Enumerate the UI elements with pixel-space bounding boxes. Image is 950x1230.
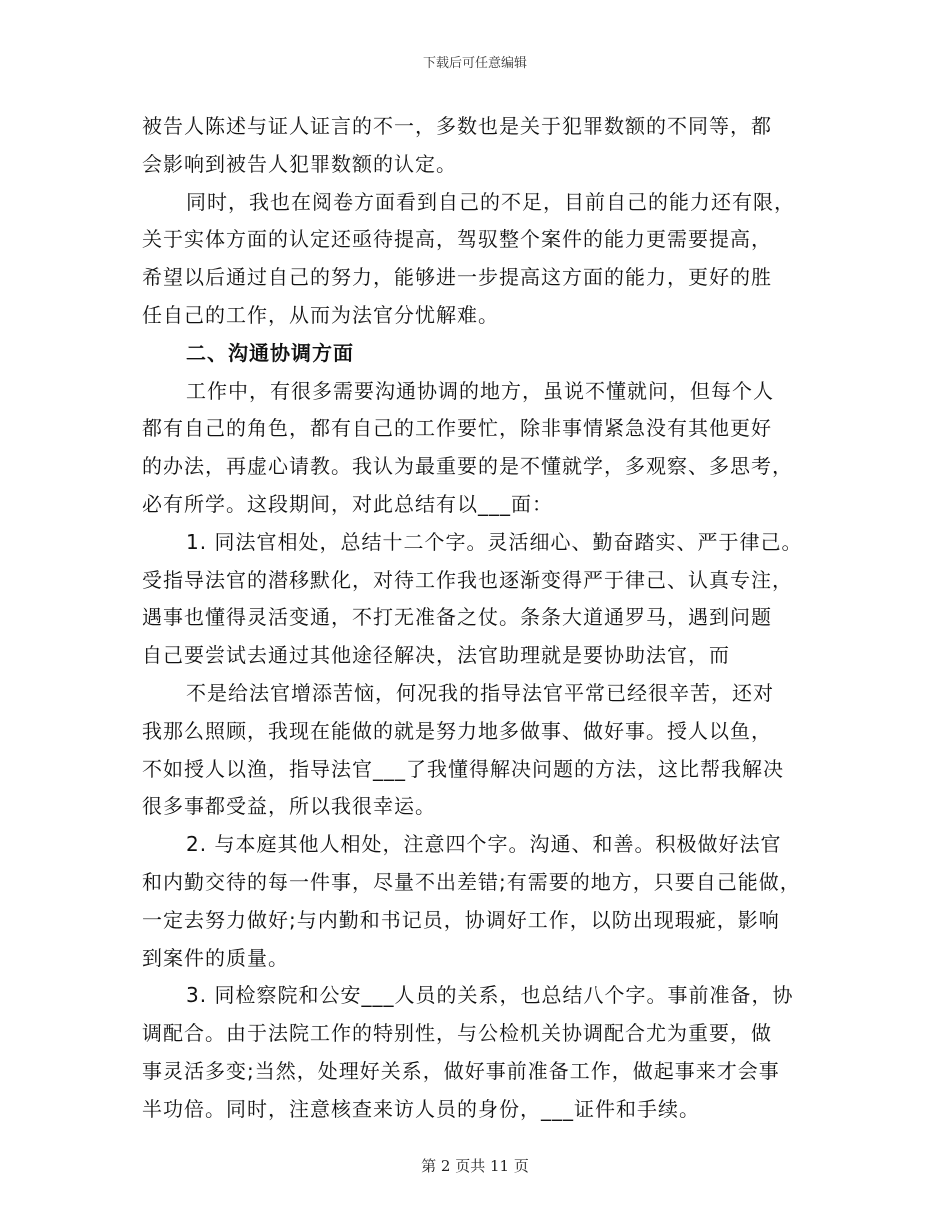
text-line: 自己要尝试去通过其他途径解决，法官助理就是要协助法官，而: [142, 643, 730, 668]
text-line: 不如授人以渔，指导法官___了我懂得解决问题的方法，这比帮我解决: [142, 756, 784, 781]
text-line: 任自己的工作，从而为法官分忧解难。: [142, 302, 499, 327]
text-line: 1. 同法官相处，总结十二个字。灵活细心、勤奋踏实、严于律己。: [186, 529, 803, 554]
text-line: 半功倍。同时，注意核查来访人员的身份，___证件和手续。: [142, 1096, 700, 1121]
document-body: [142, 108, 822, 1129]
text-line: 被告人陈述与证人证言的不一，多数也是关于犯罪数额的不同等，都: [142, 114, 772, 138]
text-line: 受指导法官的潜移默化，对待工作我也逐渐变得严于律己、认真专注，: [142, 567, 793, 592]
text-line: 会影响到被告人犯罪数额的认定。: [142, 151, 457, 176]
text-line: 不是给法官增添苦恼，何况我的指导法官平常已经很辛苦，还对: [186, 680, 774, 705]
header-note: 下载后可任意编辑: [422, 56, 527, 71]
text-line: 都有自己的角色，都有自己的工作要忙，除非事情紧急没有其他更好: [142, 416, 772, 441]
text-line: 很多事都受益，所以我很幸运。: [142, 794, 436, 819]
text-line: 事灵活多变;当然，处理好关系，做好事前准备工作，做起事来才会事: [142, 1058, 780, 1083]
text-line: 调配合。由于法院工作的特别性，与公检机关协调配合尤为重要，做: [142, 1021, 772, 1046]
text-line: 2. 与本庭其他人相处，注意四个字。沟通、和善。积极做好法官: [186, 832, 782, 857]
text-line: 3. 同检察院和公安___人员的关系，也总结八个字。事前准备，协: [186, 983, 794, 1008]
text-line: 和内勤交待的每一件事，尽量不出差错;有需要的地方，只要自己能做，: [142, 869, 801, 894]
page-number: 第 2 页共 11 页: [421, 1157, 529, 1175]
section-heading: 二、沟通协调方面: [186, 340, 354, 365]
text-line: 的办法，再虚心请教。我认为最重要的是不懂就学，多观察、多思考，: [142, 454, 793, 479]
text-line: 工作中，有很多需要沟通协调的地方，虽说不懂就问，但每个人: [186, 378, 774, 403]
text-line: 到案件的质量。: [142, 945, 289, 970]
text-line: 一定去努力做好;与内勤和书记员，协调好工作，以防出现瑕疵，影响: [142, 907, 780, 932]
text-line: 我那么照顾，我现在能做的就是努力地多做事、做好事。授人以鱼，: [142, 718, 772, 743]
text-line: 必有所学。这段期间，对此总结有以___面：: [142, 491, 553, 516]
text-line: 希望以后通过自己的努力，能够进一步提高这方面的能力，更好的胜: [142, 265, 772, 290]
text-line: 同时，我也在阅卷方面看到自己的不足，目前自己的能力还有限，: [186, 189, 795, 214]
text-line: 遇事也懂得灵活变通，不打无准备之仗。条条大道通罗马，遇到问题: [142, 605, 772, 630]
text-line: 关于实体方面的认定还亟待提高，驾驭整个案件的能力更需要提高，: [142, 227, 772, 252]
